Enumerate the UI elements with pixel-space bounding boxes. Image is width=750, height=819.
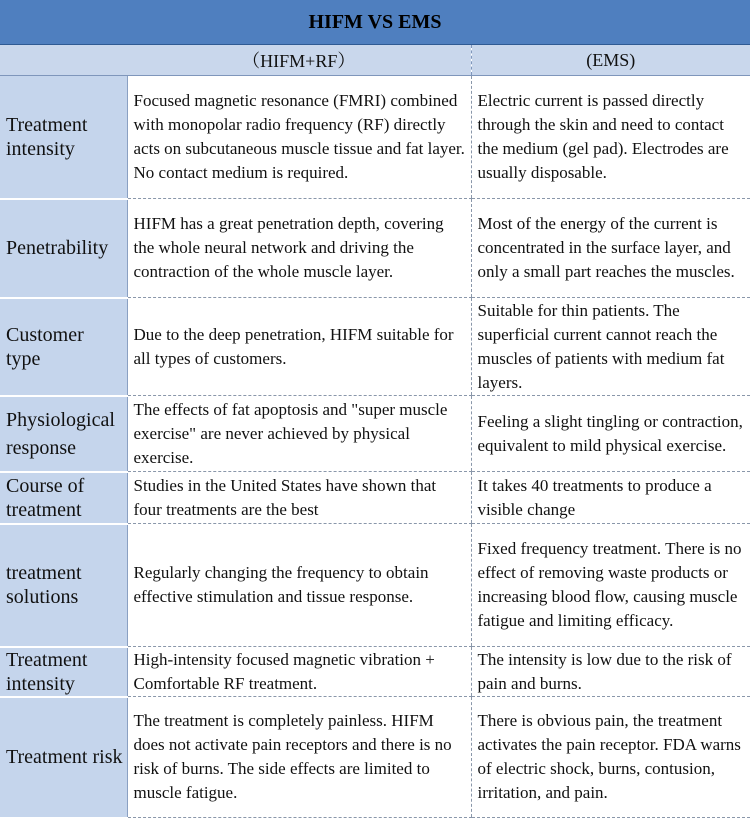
- column-header-hifm: （HIFM+RF）: [127, 45, 471, 76]
- ems-cell: Most of the energy of the current is concentrated in the surface layer, and only a small part reaches the muscles.: [471, 199, 750, 298]
- hifm-cell: Focused magnetic resonance (FMRI) combined with monopolar radio frequency (RF) directly acts on subcutaneous muscle tissue and fat layer. No contact medium is required.: [127, 76, 471, 199]
- hifm-cell: The treatment is completely painless. HIFM does not activate pain receptors and there is no risk of burns. The side effects are limited to muscle fatigue.: [127, 697, 471, 818]
- table-row: [0, 472, 750, 524]
- title-row: [0, 0, 750, 45]
- table-row: [0, 199, 750, 298]
- ems-cell: Electric current is passed directly through the skin and need to contact the medium (gel pad). Electrodes are usually disposable.: [471, 76, 750, 199]
- row-label: treatment solutions: [0, 524, 127, 647]
- hifm-cell: Studies in the United States have shown that four treatments are the best: [127, 472, 471, 524]
- table-row: [0, 524, 750, 647]
- row-label: Penetrability: [0, 199, 127, 298]
- hifm-cell: Regularly changing the frequency to obtain effective stimulation and tissue response.: [127, 524, 471, 647]
- hifm-cell: The effects of fat apoptosis and "super muscle exercise" are never achieved by physical exercise.: [127, 396, 471, 472]
- column-header-ems: (EMS): [471, 45, 750, 76]
- row-label: Treatment risk: [0, 697, 127, 818]
- hifm-cell: HIFM has a great penetration depth, covering the whole neural network and driving the contraction of the whole muscle layer.: [127, 199, 471, 298]
- row-label: Treatment intensity: [0, 76, 127, 199]
- ems-cell: Fixed frequency treatment. There is no effect of removing waste products or increasing blood flow, causing muscle fatigue and limiting efficacy.: [471, 524, 750, 647]
- table-row: [0, 298, 750, 396]
- hifm-cell: High-intensity focused magnetic vibration + Comfortable RF treatment.: [127, 647, 471, 697]
- hifm-cell: Due to the deep penetration, HIFM suitable for all types of customers.: [127, 298, 471, 396]
- table-row: [0, 647, 750, 697]
- ems-cell: It takes 40 treatments to produce a visible change: [471, 472, 750, 524]
- table-row: [0, 76, 750, 199]
- ems-cell: There is obvious pain, the treatment activates the pain receptor. FDA warns of electric shock, burns, contusion, irritation, and pain.: [471, 697, 750, 818]
- table-row: [0, 396, 750, 472]
- row-label: Customer type: [0, 298, 127, 396]
- row-label: Treatment intensity: [0, 647, 127, 697]
- row-label: Physiological response: [0, 396, 127, 472]
- ems-cell: The intensity is low due to the risk of pain and burns.: [471, 647, 750, 697]
- ems-cell: Suitable for thin patients. The superficial current cannot reach the muscles of patients with medium fat layers.: [471, 298, 750, 396]
- table-title: HIFM VS EMS: [0, 0, 750, 45]
- header-corner: [0, 45, 127, 76]
- ems-cell: Feeling a slight tingling or contraction, equivalent to mild physical exercise.: [471, 396, 750, 472]
- table-row: [0, 697, 750, 818]
- row-label: Course of treatment: [0, 472, 127, 524]
- column-header-row: [0, 45, 750, 76]
